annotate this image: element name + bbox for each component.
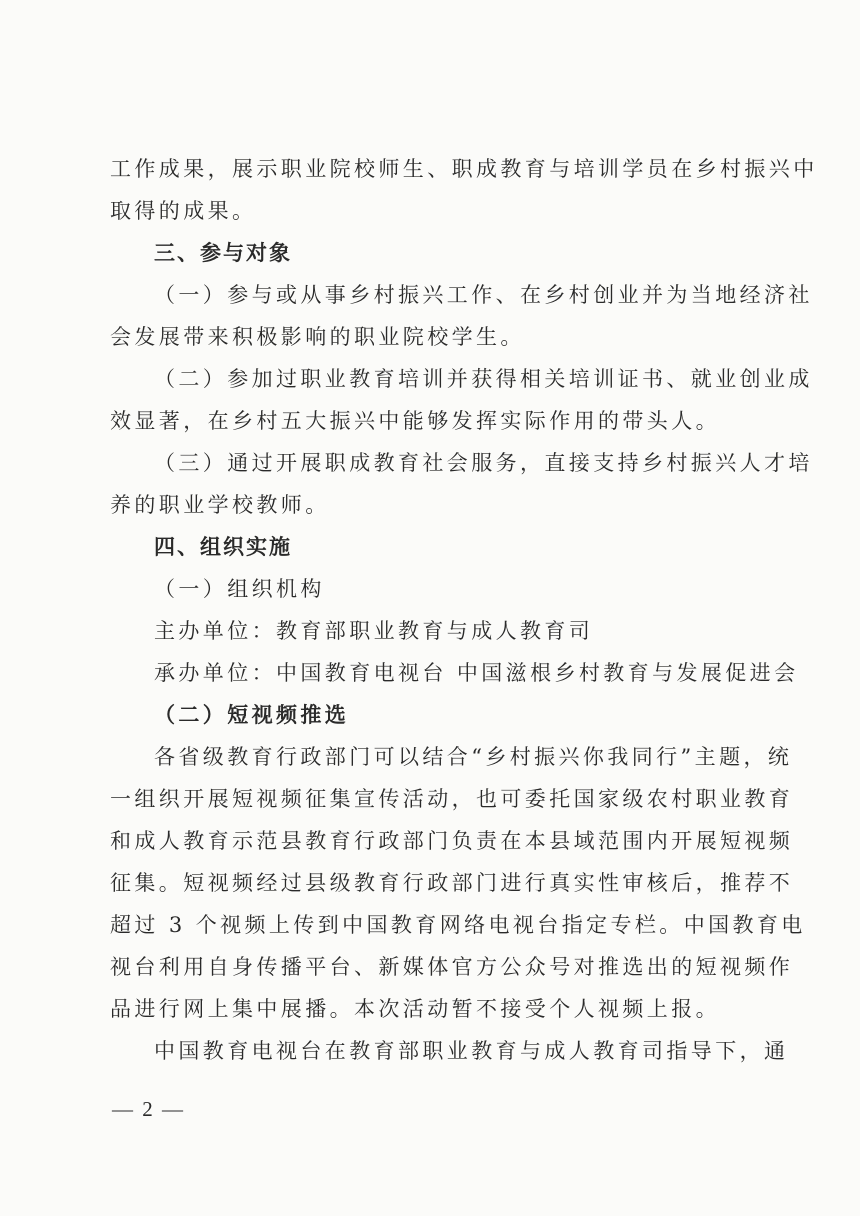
text-line: 超过 3 个视频上传到中国教育网络电视台指定专栏。中国教育电 xyxy=(110,913,806,937)
text-line: 视台利用自身传播平台、新媒体官方公众号对推选出的短视频作 xyxy=(110,955,794,979)
text-line: 效显著，在乡村五大振兴中能够发挥实际作用的带头人。 xyxy=(110,409,720,433)
text-line: （一）参与或从事乡村振兴工作、在乡村创业并为当地经济社 xyxy=(154,283,813,307)
text-line: （二）参加过职业教育培训并获得相关培训证书、就业创业成 xyxy=(154,367,813,391)
text-line: 取得的成果。 xyxy=(110,199,257,223)
section-heading: 三、参与对象 xyxy=(154,241,292,265)
text-line: 会发展带来积极影响的职业院校学生。 xyxy=(110,325,525,349)
text-line: 和成人教育示范县教育行政部门负责在本县域范围内开展短视频 xyxy=(110,829,794,853)
text-line: （一）组织机构 xyxy=(154,577,325,601)
text-line: 征集。短视频经过县级教育行政部门进行真实性审核后，推荐不 xyxy=(110,871,794,895)
section-heading: 四、组织实施 xyxy=(154,535,292,559)
text-line: 一组织开展短视频征集宣传活动，也可委托国家级农村职业教育 xyxy=(110,787,794,811)
text-line: 各省级教育行政部门可以结合“乡村振兴你我同行”主题，统 xyxy=(154,745,793,769)
page-number: — 2 — xyxy=(112,1097,185,1121)
text-line: 承办单位：中国教育电视台 中国滋根乡村教育与发展促进会 xyxy=(154,661,799,685)
text-line: 品进行网上集中展播。本次活动暂不接受个人视频上报。 xyxy=(110,997,720,1021)
text-line: 中国教育电视台在教育部职业教育与成人教育司指导下，通 xyxy=(154,1039,789,1063)
text-line: 养的职业学校教师。 xyxy=(110,493,330,517)
document-body xyxy=(110,148,818,1072)
text-line: （二）短视频推选 xyxy=(154,702,350,727)
text-line: 主办单位：教育部职业教育与成人教育司 xyxy=(154,619,594,643)
text-line: 工作成果，展示职业院校师生、职成教育与培训学员在乡村振兴中 xyxy=(110,157,818,181)
text-line: （三）通过开展职成教育社会服务，直接支持乡村振兴人才培 xyxy=(154,451,813,475)
